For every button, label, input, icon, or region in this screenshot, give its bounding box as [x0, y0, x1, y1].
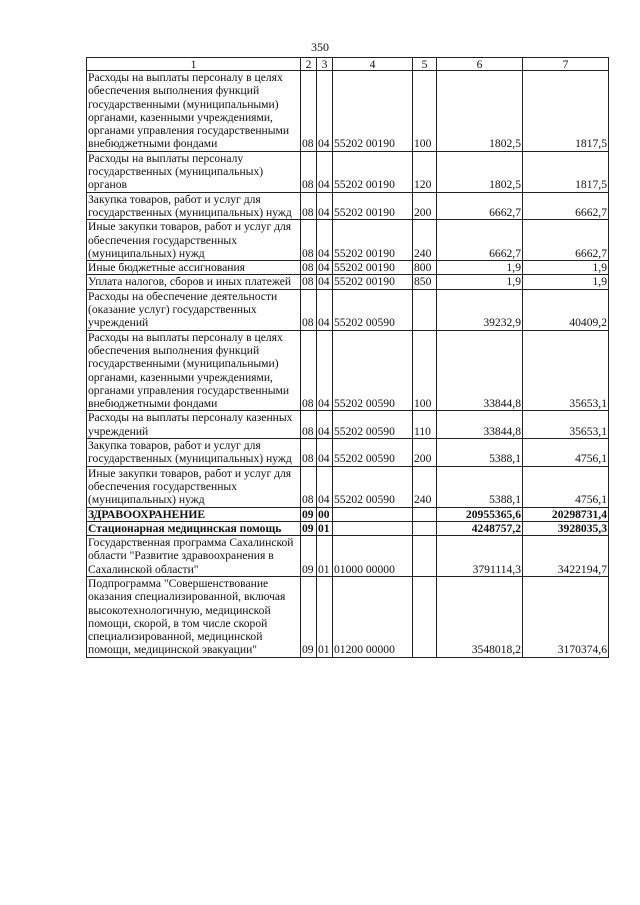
row-name: Закупка товаров, работ и услуг для государственных (муниципальных) нужд	[87, 192, 301, 220]
row-name: Закупка товаров, работ и услуг для государственных (муниципальных) нужд	[87, 439, 301, 467]
table-row	[87, 507, 609, 521]
expense-type-code: 100	[413, 330, 437, 411]
subsection-code: 04	[317, 261, 333, 275]
row-name: Расходы на выплаты персоналу казенных учреждений	[87, 411, 301, 439]
expense-type-code: 120	[413, 151, 437, 192]
subsection-code: 04	[317, 220, 333, 261]
expense-type-code: 200	[413, 439, 437, 467]
table-row	[87, 275, 609, 289]
subsection-code: 04	[317, 192, 333, 220]
subsection-code: 01	[317, 576, 333, 657]
amount-year-1: 1802,5	[437, 151, 523, 192]
amount-year-2: 40409,2	[523, 289, 609, 330]
header-cell: 3	[317, 58, 333, 71]
subsection-code: 04	[317, 289, 333, 330]
section-code: 09	[301, 576, 317, 657]
expense-type-code	[413, 576, 437, 657]
section-code: 08	[301, 289, 317, 330]
amount-year-2: 1817,5	[523, 71, 609, 152]
target-article-code: 55202 00190	[333, 275, 413, 289]
amount-year-2: 3170374,6	[523, 576, 609, 657]
row-name: Расходы на выплаты персоналу в целях обеспечения выполнения функций государственными (муниципальными) органами, казенными учреждениями, органами управления государственными внебюджетными фондами	[87, 71, 301, 152]
subsection-code: 04	[317, 275, 333, 289]
section-code: 08	[301, 151, 317, 192]
subsection-code: 04	[317, 411, 333, 439]
target-article-code: 55202 00590	[333, 439, 413, 467]
expense-type-code	[413, 289, 437, 330]
table-row	[87, 330, 609, 411]
section-code: 08	[301, 466, 317, 507]
amount-year-2: 6662,7	[523, 192, 609, 220]
subsection-code: 04	[317, 71, 333, 152]
target-article-code: 55202 00590	[333, 466, 413, 507]
amount-year-2: 20298731,4	[523, 507, 609, 521]
amount-year-1: 6662,7	[437, 220, 523, 261]
amount-year-2: 4756,1	[523, 466, 609, 507]
row-name: Подпрограмма "Совершенствование оказания специализированной, включая высокотехнологичную, медицинской помощи, скорой, в том числе скорой специализированной, медицинской помощи, медицинской эвакуации"	[87, 576, 301, 657]
target-article-code: 55202 00190	[333, 151, 413, 192]
target-article-code: 55202 00190	[333, 261, 413, 275]
expense-type-code: 240	[413, 220, 437, 261]
header-cell: 6	[437, 58, 523, 71]
expense-type-code	[413, 536, 437, 577]
table-row	[87, 71, 609, 152]
target-article-code	[333, 521, 413, 535]
section-code: 08	[301, 71, 317, 152]
table-row	[87, 439, 609, 467]
section-code: 09	[301, 521, 317, 535]
table-row	[87, 261, 609, 275]
target-article-code: 55202 00590	[333, 330, 413, 411]
subsection-code: 01	[317, 521, 333, 535]
amount-year-1: 4248757,2	[437, 521, 523, 535]
target-article-code: 55202 00590	[333, 289, 413, 330]
row-name: Расходы на обеспечение деятельности (оказание услуг) государственных учреждений	[87, 289, 301, 330]
section-code: 08	[301, 330, 317, 411]
row-name: Расходы на выплаты персоналу в целях обеспечения выполнения функций государственными (муниципальными) органами, казенными учреждениями, органами управления государственными внебюджетными фондами	[87, 330, 301, 411]
row-name: Государственная программа Сахалинской области "Развитие здравоохранения в Сахалинской области"	[87, 536, 301, 577]
row-name: Расходы на выплаты персоналу государственных (муниципальных) органов	[87, 151, 301, 192]
expense-type-code: 240	[413, 466, 437, 507]
header-cell: 1	[87, 58, 301, 71]
amount-year-1: 5388,1	[437, 439, 523, 467]
expense-type-code	[413, 507, 437, 521]
amount-year-2: 3928035,3	[523, 521, 609, 535]
row-name: Стационарная медицинская помощь	[87, 521, 301, 535]
target-article-code: 01000 00000	[333, 536, 413, 577]
table-row	[87, 411, 609, 439]
subsection-code: 04	[317, 439, 333, 467]
subsection-code: 04	[317, 466, 333, 507]
target-article-code: 55202 00590	[333, 411, 413, 439]
amount-year-1: 3548018,2	[437, 576, 523, 657]
expense-type-code: 100	[413, 71, 437, 152]
subsection-code: 00	[317, 507, 333, 521]
amount-year-1: 33844,8	[437, 411, 523, 439]
header-cell: 7	[523, 58, 609, 71]
amount-year-2: 1,9	[523, 261, 609, 275]
amount-year-1: 6662,7	[437, 192, 523, 220]
budget-table	[86, 57, 609, 658]
target-article-code: 55202 00190	[333, 192, 413, 220]
table-row	[87, 536, 609, 577]
row-name: Иные бюджетные ассигнования	[87, 261, 301, 275]
section-code: 08	[301, 439, 317, 467]
table-row	[87, 192, 609, 220]
header-cell: 4	[333, 58, 413, 71]
amount-year-2: 4756,1	[523, 439, 609, 467]
subsection-code: 04	[317, 330, 333, 411]
section-code: 08	[301, 275, 317, 289]
amount-year-2: 35653,1	[523, 330, 609, 411]
amount-year-2: 1,9	[523, 275, 609, 289]
table-row	[87, 289, 609, 330]
expense-type-code: 110	[413, 411, 437, 439]
target-article-code: 55202 00190	[333, 220, 413, 261]
subsection-code: 01	[317, 536, 333, 577]
expense-type-code: 800	[413, 261, 437, 275]
amount-year-1: 1,9	[437, 261, 523, 275]
section-code: 09	[301, 536, 317, 577]
section-code: 08	[301, 220, 317, 261]
page-number: 350	[311, 40, 329, 54]
amount-year-1: 1802,5	[437, 71, 523, 152]
table-row	[87, 521, 609, 535]
amount-year-1: 39232,9	[437, 289, 523, 330]
target-article-code	[333, 507, 413, 521]
target-article-code: 01200 00000	[333, 576, 413, 657]
amount-year-2: 1817,5	[523, 151, 609, 192]
header-row	[87, 58, 609, 71]
section-code: 08	[301, 261, 317, 275]
header-cell: 5	[413, 58, 437, 71]
amount-year-2: 35653,1	[523, 411, 609, 439]
amount-year-2: 3422194,7	[523, 536, 609, 577]
amount-year-2: 6662,7	[523, 220, 609, 261]
table-row	[87, 151, 609, 192]
expense-type-code: 200	[413, 192, 437, 220]
row-name: Уплата налогов, сборов и иных платежей	[87, 275, 301, 289]
amount-year-1: 3791114,3	[437, 536, 523, 577]
row-name: Иные закупки товаров, работ и услуг для обеспечения государственных (муниципальных) нужд	[87, 466, 301, 507]
table-row	[87, 576, 609, 657]
target-article-code: 55202 00190	[333, 71, 413, 152]
expense-type-code: 850	[413, 275, 437, 289]
amount-year-1: 33844,8	[437, 330, 523, 411]
subsection-code: 04	[317, 151, 333, 192]
section-code: 08	[301, 192, 317, 220]
section-code: 09	[301, 507, 317, 521]
header-cell: 2	[301, 58, 317, 71]
amount-year-1: 20955365,6	[437, 507, 523, 521]
table-row	[87, 220, 609, 261]
section-code: 08	[301, 411, 317, 439]
amount-year-1: 5388,1	[437, 466, 523, 507]
amount-year-1: 1,9	[437, 275, 523, 289]
row-name: Иные закупки товаров, работ и услуг для обеспечения государственных (муниципальных) нужд	[87, 220, 301, 261]
row-name: ЗДРАВООХРАНЕНИЕ	[87, 507, 301, 521]
table-row	[87, 466, 609, 507]
expense-type-code	[413, 521, 437, 535]
